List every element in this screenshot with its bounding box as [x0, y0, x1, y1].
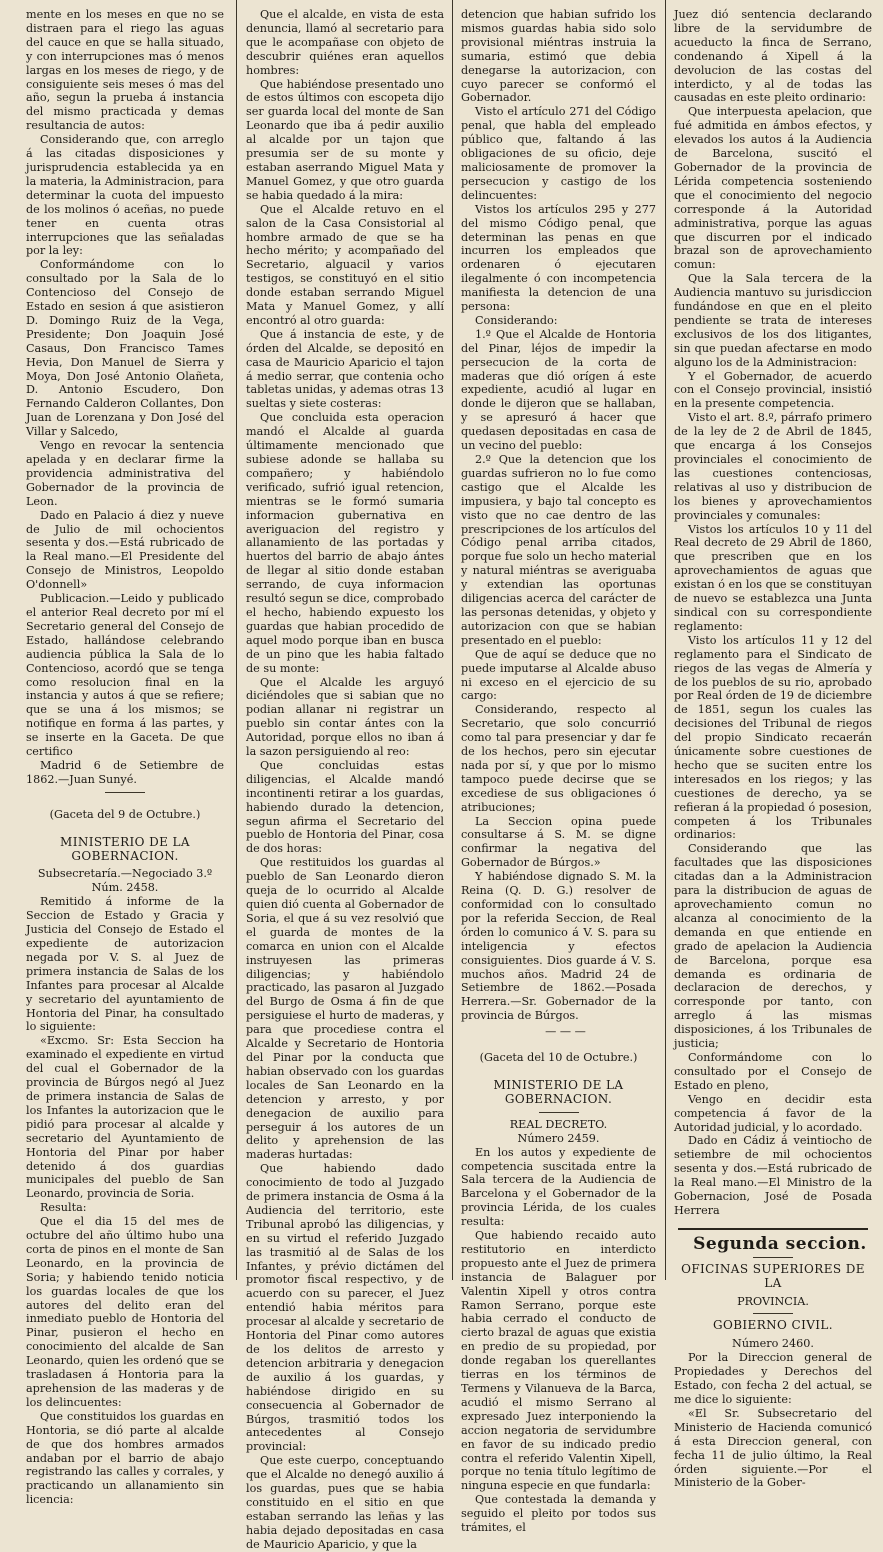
- subsection-heading: GOBIERNO CIVIL.: [712, 1318, 834, 1333]
- paragraph: Visto el art. 8.º, párrafo primero de la ley de 2 de Abril de 1845, que encarga á los Consejos provinciales el conocimiento de las cuestiones contenciosas, relativas al uso y distribucion de los bienes y aprovechamientos provinciales y comunales:: [674, 411, 872, 522]
- document-number: Número 2459.: [517, 1131, 600, 1145]
- paragraph: Que el alcalde, en vista de esta denuncia, llamó al secretario para que le acompañase con objeto de descubrir quiénes eran aquellos hombres:: [246, 8, 444, 77]
- gaceta-note: (Gaceta del 10 de Octubre.): [479, 1051, 638, 1065]
- paragraph: detencion que habian sufrido los mismos guardas habia sido solo provisional miéntras instruia la sumaria, estimó que debia denegarse la autorizacion, con cuyo parecer se conformó el Gobernador.: [461, 8, 656, 105]
- paragraph: Visto el artículo 271 del Código penal, que habla del empleado público que, faltando á las obligaciones de su oficio, deje maliciosamente de promover la persecucion y castigo de los delincuentes:: [461, 105, 656, 202]
- paragraph: Juez dió sentencia declarando libre de la servidumbre de acueducto la finca de Serrano, condenando á Xipell á la devolucion de las costas del interdicto, y al de todas las causadas en este pleito ordinario:: [674, 8, 872, 105]
- column-2: [246, 8, 445, 1551]
- paragraph: Vengo en decidir esta competencia á favor de la Autoridad judicial, y lo acordado.: [674, 1092, 872, 1134]
- document-number: Número 2460.: [732, 1337, 814, 1351]
- divider: [105, 792, 145, 793]
- column-4: [674, 8, 872, 1490]
- paragraph: Que concluida esta operacion mandó el Alcalde al guarda últimamente mencionado que subiese adonde se hallaba su compañero; y habiéndolo verificado, sufrió igual retencion, mientras se le formó sumaria informacion gubernativa en averiguacion del registro y allanamiento de las portadas y huertos del barrio de abajo ántes de llegar al sitio donde estaban serrando, de cuya informacion resultó segun se dice, comprobado el hecho, habiendo expuesto los guardas que habian procedido de aquel modo porque iban en busca de un pino que les habia faltado de su monte:: [246, 411, 445, 675]
- paragraph: Considerando, respecto al Secretario, que solo concurrió como tal para presenciar y dar fe de los hechos, pero sin ejecutar nada por sí, y que por lo mismo tampoco puede decirse que se excediese de sus obligaciones ó atribuciones;: [461, 703, 656, 814]
- paragraph: 2.º Que la detencion que los guardas sufrieron no lo fue como castigo que el Alcalde les impusiera, y bajo tal concepto es visto que no cae dentro de las prescripciones de los artículos del Código penal arriba citados, porque fue solo un hecho material y natural miéntras se averiguaba y extendian las oportunas diligencias acerca del carácter de las personas detenidas, y objeto y autorizacion con que se habian presentado en el pueblo:: [461, 453, 656, 647]
- paragraph: Visto los artículos 11 y 12 del reglamento para el Sindicato de riegos de las vegas de Almería y de los pueblos de su rio, aprobado por Real órden de 19 de diciembre de 1851, segun los cuales las decisiones del Tribunal de riegos del propio Sindicato recaerán únicamente sobre cuestiones de hecho que se suciten entre los interesados en los riegos; y las cuestiones de derecho, ya se refieran á la propiedad ó posesion, competen á los Tribunales ordinarios:: [674, 633, 872, 842]
- divider: [753, 1257, 793, 1258]
- subsection-heading: Subsecretaría.—Negociado 3.º: [37, 867, 213, 881]
- paragraph: Conformándome con lo consultado por el Consejo de Estado en pleno,: [674, 1050, 872, 1092]
- paragraph: Que interpuesta apelacion, que fué admitida en ámbos efectos, y elevados los autos á la Audiencia de Barcelona, suscitó el Gobernador de la provincia de Lérida competencia sosteniendo que el conocimiento del negocio corresponde á la Autoridad administrativa, porque las aguas que discurren por el indicado brazal son de aprovechamiento comun:: [674, 105, 872, 272]
- paragraph: Que este cuerpo, conceptuando que el Alcalde no denegó auxilio á los guardas, pues que se habia constituido en el sitio en que estaban serrando las leñas y las habia dejado depositadas en casa de Mauricio Aparicio, y que la: [246, 1454, 444, 1551]
- section-heading: OFICINAS SUPERIORES DE LA: [681, 1261, 865, 1290]
- paragraph: Remitido á informe de la Seccion de Estado y Gracia y Justicia del Consejo de Estado el expediente de autorizacion negada por V. S. al Juez de primera instancia de Salas de los Infantes para procesar al Alcalde y secretario del ayuntamiento de Hontoria del Pinar, ha consultado lo siguiente:: [26, 895, 224, 1034]
- section-title: Segunda seccion.: [693, 1233, 867, 1254]
- section-heading: MINISTERIO DE LA GOBERNACION.: [60, 834, 190, 863]
- column-rule: [452, 0, 453, 1280]
- paragraph: Que la Sala tercera de la Audiencia mantuvo su jurisdiccion fundándose en que en el pleito pendiente se trata de intereses exclusivos de los dos litigantes, sin que puedan afectarse en modo alguno los de la Administracion:: [674, 272, 872, 369]
- paragraph: Que el Alcalde les arguyó diciéndoles que si sabian que no podian allanar ni registrar un pueblo sin contar ántes con la Autoridad, porque ellos no iban á la sazon persiguiendo al reo:: [246, 675, 444, 759]
- column-rule: [236, 0, 237, 1280]
- paragraph: Que constituidos los guardas en Hontoria, se dió parte al alcalde de que dos hombres armados andaban por el barrio de abajo registrando las calles y corrales, y practicando un allanamiento sin licencia:: [26, 1409, 224, 1507]
- paragraph: En los autos y expediente de competencia suscitada entre la Sala tercera de la Audiencia de Barcelona y el Gobernador de la provincia Lérida, de los cuales resulta:: [461, 1145, 656, 1229]
- paragraph: Madrid 6 de Setiembre de 1862.—Juan Sunyé.: [26, 758, 224, 786]
- column-rule: [665, 0, 666, 1280]
- paragraph: Dado en Palacio á diez y nueve de Julio de mil ochocientos sesenta y dos.—Está rubricado de la Real mano.—El Presidente del Consejo de Ministros, Leopoldo O'donnell»: [26, 508, 224, 592]
- paragraph: Considerando que, con arreglo á las citadas disposiciones y jurisprudencia establecida ya en la materia, la Administracion, para determinar la cuota del impuesto de los molinos ó aceñas, no puede tener en cuenta otras interrupciones que las señaladas por la ley:: [26, 133, 224, 258]
- paragraph: Dado en Cádiz á veintiocho de setiembre de mil ochocientos sesenta y dos.—Está rubricado de la Real mano.—El Ministro de la Gobernacion, José de Posada Herrera: [674, 1134, 872, 1217]
- paragraph: Publicacion.—Leido y publicado el anterior Real decreto por mí el Secretario general del Consejo de Estado, hallándose celebrando audiencia pública la Sala de lo Contencioso, acordó que se tenga como resolucion final en la instancia y autos á que se refiere; que se una á los mismos; se notifique en forma á las partes, y se inserte en la Gaceta. De que certifico: [26, 592, 224, 759]
- paragraph: Que el dia 15 del mes de octubre del año último hubo una corta de pinos en el monte de San Leonardo, en la provincia de Soria; y habiendo tenido noticia los guardas locales de que los autores del delito eran del inmediato pueblo de Hontoria del Pinar, pusieron el hecho en conocimiento del alcalde de San Leonardo, quien les ordenó que se trasladasen á Hontoria para la aprehension de las maderas y de los delincuentes:: [26, 1215, 224, 1409]
- paragraph: Considerando que las facultades que las disposiciones citadas dan a la Administracion para la distribucion de aguas de aprovechamiento comun no alcanza al conocimiento de la demanda en que entiende en grado de apelacion la Audiencia de Barcelona, porque esa demanda es ordinaria de declaracion de derechos, y corresponde por tanto, con arreglo á las mismas disposiciones, á los Tribunales de justicia;: [674, 842, 872, 1051]
- paragraph: Que habiendo recaido auto restitutorio en interdicto propuesto ante el Juez de primera instancia de Balaguer por Valentin Xipell y otros contra Ramon Serrano, porque este habia cerrado el conducto de cierto brazal de aguas que existia en predio de su propiedad, por donde regaban los querellantes tierras en los términos de Termens y Vilanueva de la Barca, acudió el mismo Serrano al expresado Juez interponiendo la accion negatoria de servidumbre en favor de su indicado predio contra el referido Valentin Xipell, porque no tenia título legítimo de ninguna especie en que fundarla:: [461, 1229, 656, 1493]
- column-1: [26, 8, 224, 1507]
- paragraph: Y el Gobernador, de acuerdo con el Consejo provincial, insistió en la presente competencia.: [674, 369, 872, 411]
- paragraph: Vistos los artículos 10 y 11 del Real decreto de 29 Abril de 1860, que prescriben que en los aprovechamientos de aguas que existan ó en los que se constituyan de nuevo se establezca una Junta sindical con su correspondiente reglamento:: [674, 522, 872, 633]
- paragraph: Que de aquí se deduce que no puede imputarse al Alcalde abuso ni exceso en el ejercicio de su cargo:: [461, 647, 656, 703]
- paragraph: Vengo en revocar la sentencia apelada y en declarar firme la providencia administrativa del Gobernador de la provincia de Leon.: [26, 439, 224, 508]
- divider: [539, 1112, 579, 1113]
- document-number: Núm. 2458.: [91, 881, 159, 895]
- column-3: [461, 8, 656, 1535]
- gaceta-note: (Gaceta del 9 de Octubre.): [49, 807, 201, 821]
- paragraph: «El Sr. Subsecretario del Ministerio de Hacienda comunicó á esta Direccion general, con fecha 11 de julio último, la Real órden siguiente.—Por el Ministerio de la Gober-: [674, 1406, 872, 1490]
- paragraph: Vistos los artículos 295 y 277 del mismo Código penal, que determinan las penas en que incurren los empleados que ordenaren ó ejecutaren ilegalmente ó con incompetencia manifiesta la detencion de una persona:: [461, 202, 656, 314]
- paragraph: mente en los meses en que no se distraen para el riego las aguas del cauce en que se halla situado, y con interrupciones mas ó menos largas en los meses de riego, y de consiguiente seis meses ó mas del año, segun la prueba á instancia del mismo practicada y demas resultancia de autos:: [26, 8, 224, 133]
- paragraph: Que restituidos los guardas al pueblo de San Leonardo dieron queja de lo ocurrido al Alcalde quien dió cuenta al Gobernador de Soria, el que á su vez resolvió que el guarda de montes de la comarca en union con el Alcalde instruyesen las primeras diligencias; y habiéndolo practicado, las pasaron al Juzgado del Burgo de Osma á fin de que persiguiese el hurto de maderas, y para que procediese contra el Alcalde y Secretario de Hontoria del Pinar por la conducta que habian observado con los guardas locales de San Leonardo en la detencion y arresto, y por denegacion de auxilio para perseguir á los autores de un delito y aprehension de las maderas hurtadas:: [246, 856, 444, 1162]
- paragraph: Resulta:: [40, 1201, 87, 1215]
- subsection-heading: REAL DECRETO.: [509, 1117, 608, 1131]
- paragraph: Que habiéndose presentado uno de estos últimos con escopeta dijo ser guarda local del monte de San Leonardo que iba á pedir auxilio al alcalde por un tajon que presumia ser de su monte y estaban aserrando Miguel Mata y Manuel Gomez, y que otro guarda se habia quedado á la mira:: [246, 77, 444, 202]
- paragraph: La Seccion opina puede consultarse á S. M. se digne confirmar la negativa del Gobernador de Búrgos.»: [461, 814, 656, 870]
- paragraph: Por la Direccion general de Propiedades y Derechos del Estado, con fecha 2 del actual, se me dice lo siguiente:: [674, 1351, 872, 1406]
- section-subheading: PROVINCIA.: [737, 1294, 809, 1308]
- paragraph: 1.º Que el Alcalde de Hontoria del Pinar, léjos de impedir la persecucion de la corta de maderas que dió orígen á este expediente, acudió al lugar en donde le dijeron que se hallaban, y se apresuró á hacer que quedasen depositadas en casa de un vecino del pueblo:: [461, 327, 656, 453]
- paragraph: «Excmo. Sr: Esta Seccion ha examinado el expediente en virtud del cual el Gobernador de la provincia de Búrgos negó al Juez de primera instancia de Salas de los Infantes la autorizacion que le pidió para procesar al alcalde y secretario del Ayuntamiento de Hontoria del Pinar por haber detenido á dos guardias municipales del pueblo de San Leonardo, provincia de Soria.: [26, 1034, 224, 1201]
- paragraph: Que á instancia de este, y de órden del Alcalde, se depositó en casa de Mauricio Aparicio el tajon á medio serrar, que contenia ocho tabletas unidas, y ademas otras 13 sueltas y siete costeras:: [246, 327, 444, 411]
- divider-dashes: — — —: [545, 1025, 586, 1039]
- paragraph: Que concluidas estas diligencias, el Alcalde mandó incontinenti retirar a los guardas, habiendo durado la detencion, segun afirma el Secretario del pueblo de Hontoria del Pinar, cosa de dos horas:: [246, 758, 444, 856]
- paragraph: Conformándome con lo consultado por la Sala de lo Contencioso del Consejo de Estado en sesion á que asistieron D. Domingo Ruiz de la Vega, Presidente; Don Joaquin José Casaus, Don Francisco Tames Hevia, Don Manuel de Sierra y Moya, Don José Antonio Olañeta, D. Antonio Escudero, Don Fernando Calderon Collantes, Don Juan de Lorenzana y Don José del Villar y Salcedo,: [26, 258, 224, 439]
- paragraph: Y habiéndose dignado S. M. la Reina (Q. D. G.) resolver de conformidad con lo consultado por la referida Seccion, de Real órden lo comunico á V. S. para su inteligencia y efectos consiguientes. Dios guarde á V. S. muchos años. Madrid 24 de Setiembre de 1862.—Posada Herrera.—Sr. Gobernador de la provincia de Búrgos.: [461, 870, 656, 1023]
- section-heading: MINISTERIO DE LA GOBERNACION.: [493, 1077, 624, 1106]
- paragraph: Que habiendo dado conocimiento de todo al Juzgado de primera instancia de Osma á la Audiencia del territorio, este Tribunal aprobó las diligencias, y en su virtud el referido Juzgado las trasmitió al de Salas de los Infantes, y prévio dictámen del promotor fiscal respectivo, y de acuerdo con su parecer, el Juez entendió habia méritos para procesar al alcalde y secretario de Hontoria del Pinar como autores de los delitos de arresto y detencion arbitraria y denegacion de auxilio á los guardas, y habiéndose dirigido en su consecuencia al Gobernador de Búrgos, trasmitió todos los antecedentes al Consejo provincial:: [246, 1162, 444, 1454]
- paragraph: Que el Alcalde retuvo en el salon de la Casa Consistorial al hombre armado de que se ha hecho mérito; y acompañado del Secretario, alguacil y varios testigos, se constituyó en el sitio donde estaban serrando Miguel Mata y Manuel Gomez, y allí encontró al otro guarda:: [246, 202, 444, 327]
- paragraph: Considerando:: [475, 313, 558, 327]
- paragraph: Que contestada la demanda y seguido el pleito por todos sus trámites, el: [461, 1493, 656, 1535]
- divider: [753, 1313, 793, 1314]
- section-rule: [678, 1228, 868, 1230]
